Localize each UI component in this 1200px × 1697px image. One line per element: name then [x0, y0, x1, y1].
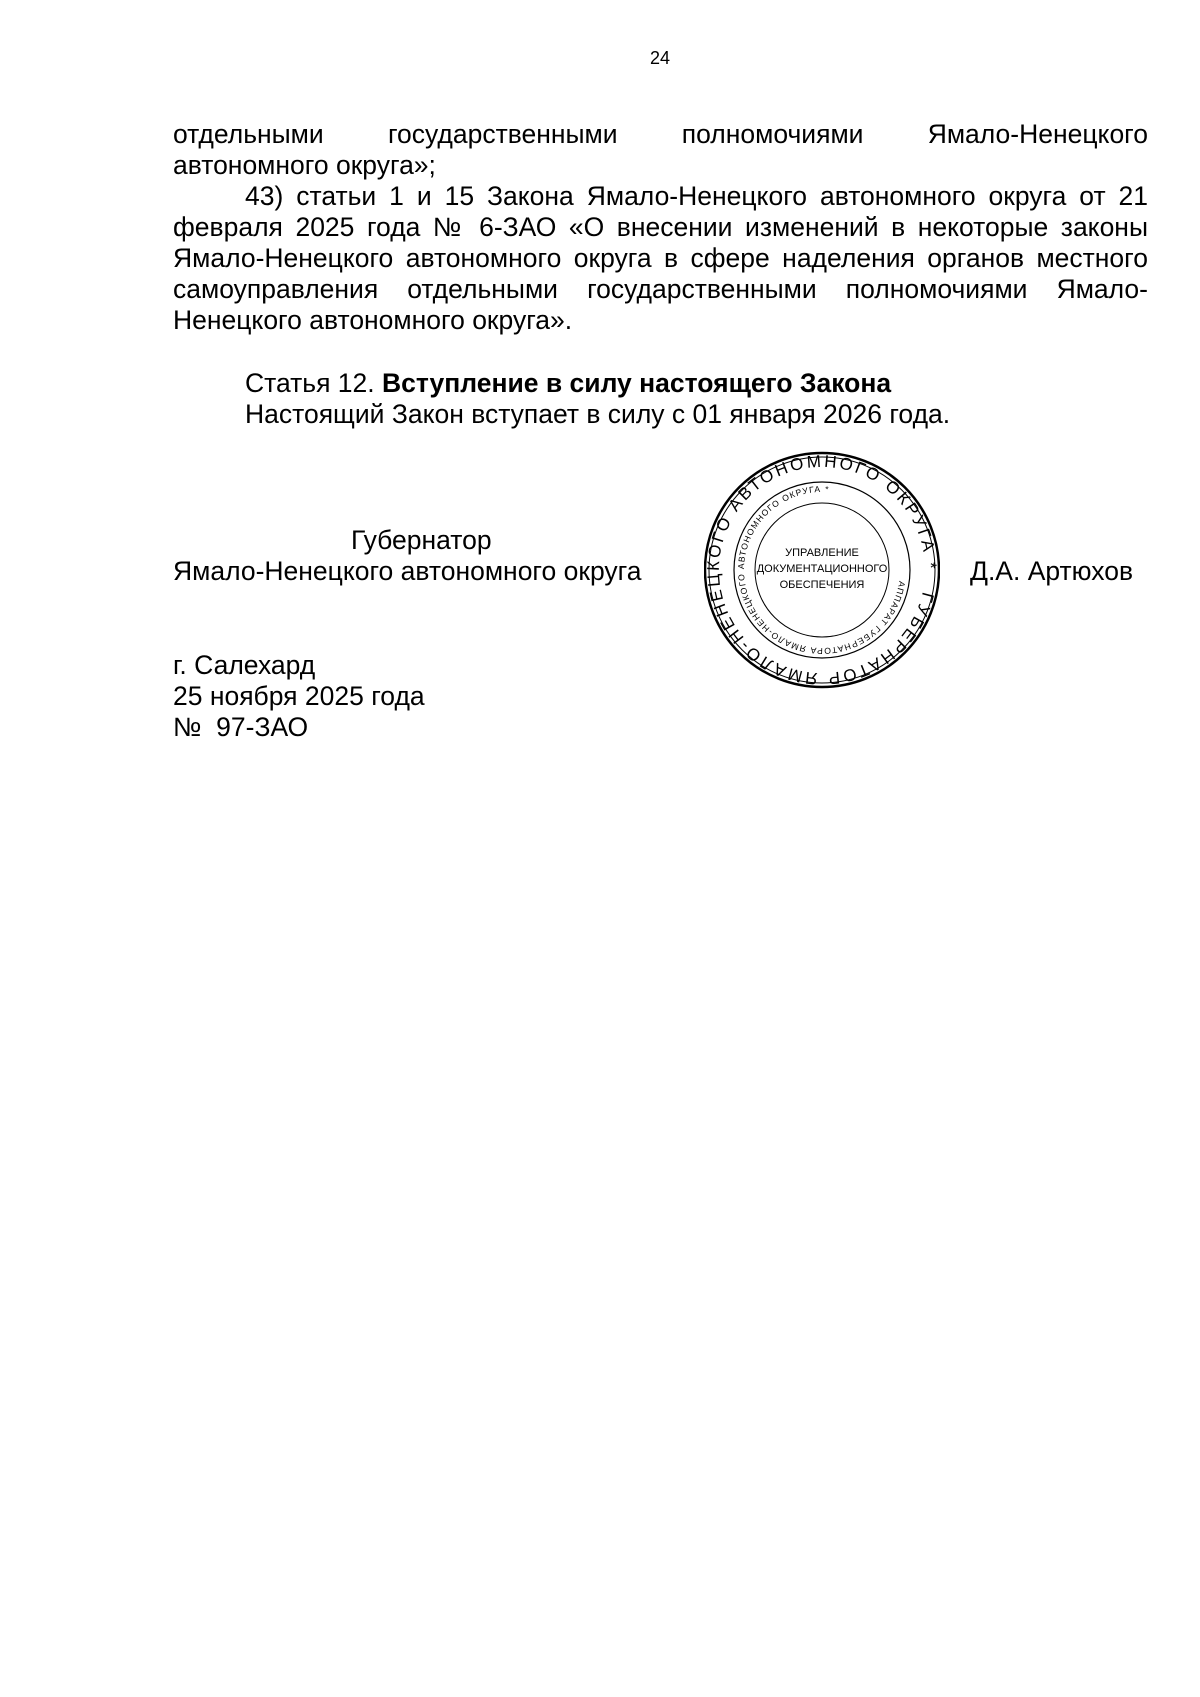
- word: полномочиями: [681, 119, 864, 149]
- document-footer: [173, 650, 425, 743]
- page-number: 24: [649, 48, 671, 68]
- seal-center-line-2: ДОКУМЕНТАЦИОННОГО: [756, 563, 888, 575]
- signature-name: Д.А. Артюхов: [970, 556, 1134, 586]
- signing-date: 25 ноября 2025 года: [173, 681, 425, 711]
- seal-outer-text: ГУБЕРНАТОР ЯМАЛО-НЕНЕЦКОГО АВТОНОМНОГО ОКРУГА *: [704, 451, 940, 689]
- official-seal: [704, 446, 940, 694]
- word: отдельными: [173, 119, 324, 149]
- article-label: Статья 12.: [245, 368, 375, 398]
- article-12: [245, 368, 950, 430]
- signature-position-region: Ямало-Ненецкого автономного округа: [173, 556, 642, 586]
- seal-center-line-3: ОБЕСПЕЧЕНИЯ: [779, 579, 865, 591]
- seal-center-line-1: УПРАВЛЕНИЕ: [785, 547, 859, 559]
- seal-inner-text: АППАРАТ ГУБЕРНАТОРА ЯМАЛО-НЕНЕЦКОГО АВТОНОМНОГО ОКРУГА *: [735, 483, 908, 657]
- document-body: [173, 119, 1148, 336]
- article-text: Настоящий Закон вступает в силу с 01 января 2026 года.: [245, 399, 951, 429]
- word: Ямало-Ненецкого: [927, 119, 1148, 149]
- article-title: Вступление в силу настоящего Закона: [382, 368, 892, 398]
- place-of-signing: г. Салехард: [173, 650, 316, 680]
- law-number: № 97-ЗАО: [173, 712, 309, 742]
- word: государственными: [387, 119, 618, 149]
- paragraph-line-justified: [173, 119, 1148, 150]
- paragraph-item-43: 43) статьи 1 и 15 Закона Ямало-Ненецкого автономного округа от 21 февраля 2025 года № 6-ЗАО «О внесении изменений в некоторые законы Ямало-Ненецкого автономного округа в сфере наделения органов местного самоуправления отдельными государственными полномочиями Ямало-Ненецкого автономного округа».: [173, 181, 1148, 335]
- article-heading: [245, 368, 950, 399]
- signature-position-title: Губернатор: [351, 525, 492, 555]
- paragraph-line: автономного округа»;: [173, 150, 436, 180]
